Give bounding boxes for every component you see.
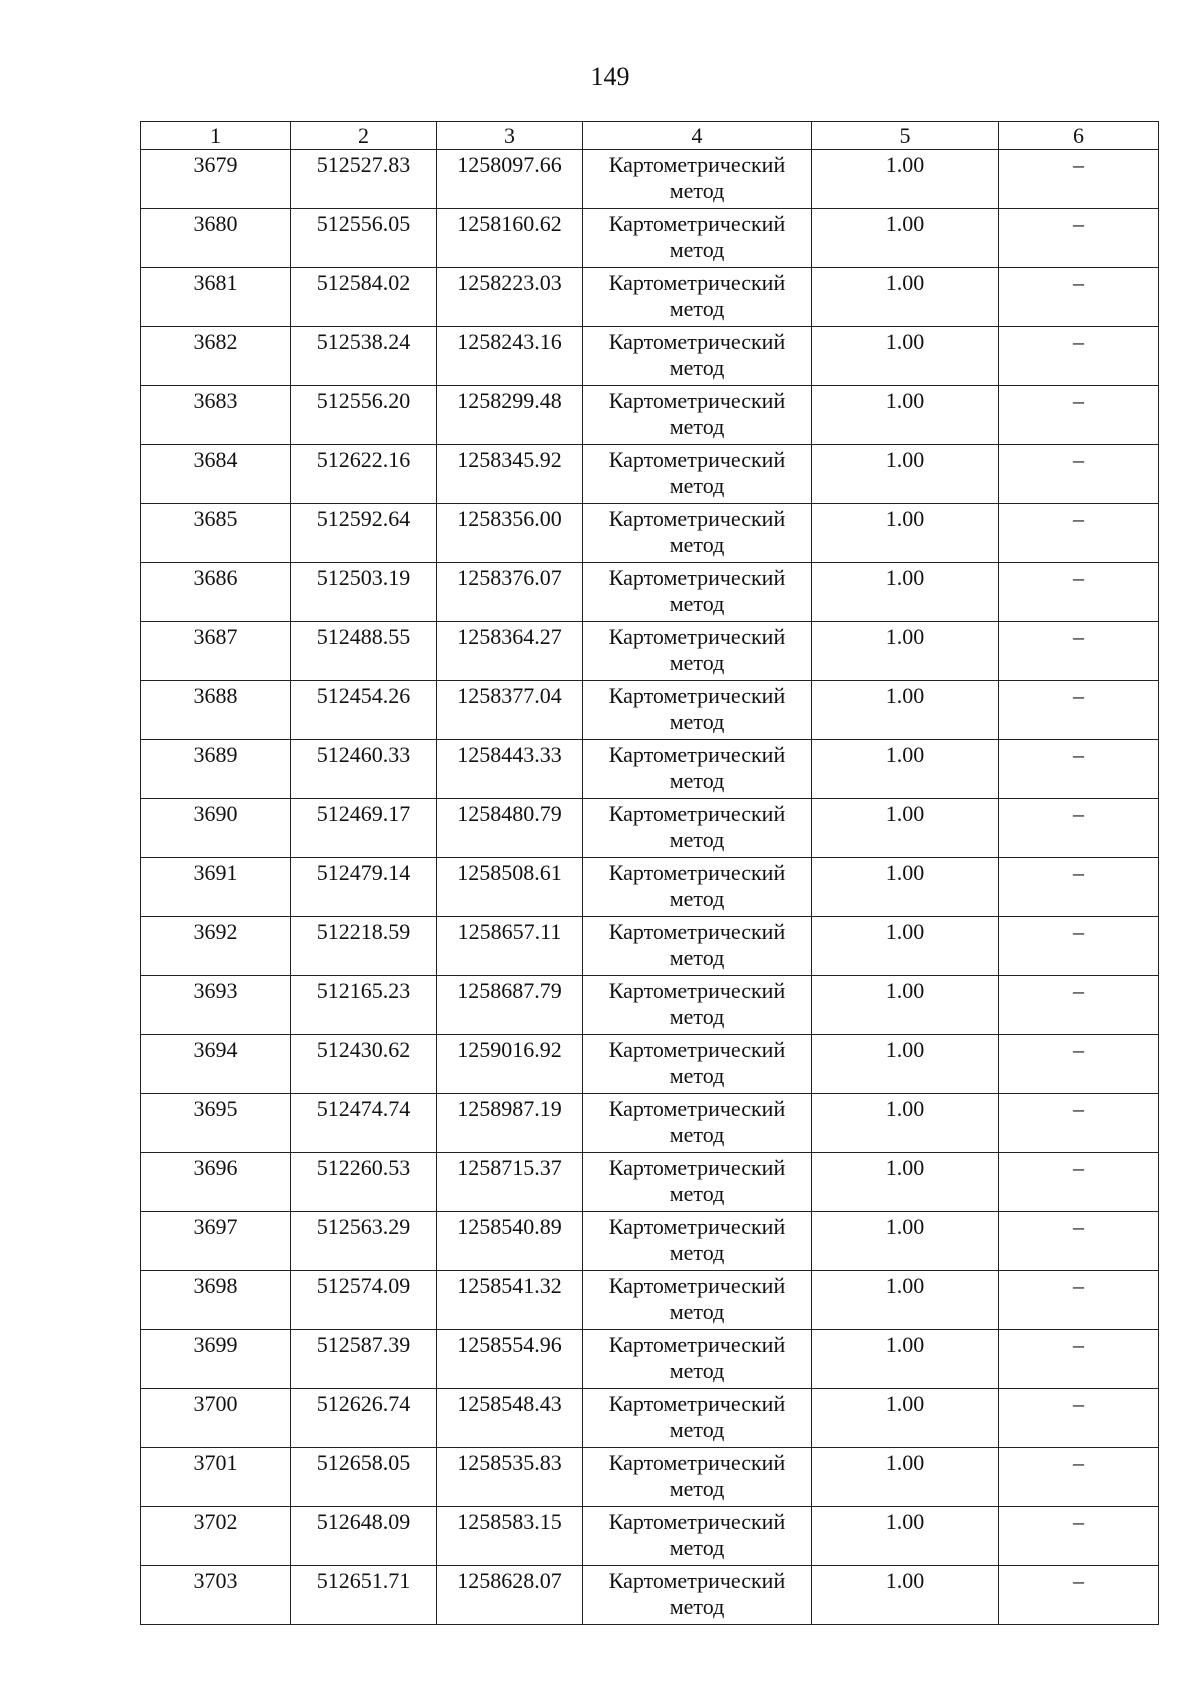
method-cell: Картометрический метод — [583, 1271, 812, 1330]
y-coordinate-cell: 1258657.11 — [437, 917, 583, 976]
precision-cell: 1.00 — [812, 1389, 999, 1448]
table-row — [141, 858, 1159, 917]
table-row — [141, 1448, 1159, 1507]
table-row — [141, 681, 1159, 740]
y-coordinate-cell: 1258377.04 — [437, 681, 583, 740]
precision-cell: 1.00 — [812, 1330, 999, 1389]
y-coordinate-cell: 1258715.37 — [437, 1153, 583, 1212]
table-row — [141, 622, 1159, 681]
header-row — [141, 122, 1159, 150]
y-coordinate-cell: 1258480.79 — [437, 799, 583, 858]
point-number-cell: 3687 — [141, 622, 291, 681]
table-row — [141, 209, 1159, 268]
x-coordinate-cell: 512469.17 — [291, 799, 437, 858]
y-coordinate-cell: 1258541.32 — [437, 1271, 583, 1330]
method-cell: Картометрический метод — [583, 858, 812, 917]
x-coordinate-cell: 512592.64 — [291, 504, 437, 563]
method-cell: Картометрический метод — [583, 268, 812, 327]
method-cell: Картометрический метод — [583, 799, 812, 858]
column-header-1: 1 — [141, 122, 291, 150]
x-coordinate-cell: 512648.09 — [291, 1507, 437, 1566]
precision-cell: 1.00 — [812, 740, 999, 799]
precision-cell: 1.00 — [812, 1035, 999, 1094]
x-coordinate-cell: 512430.62 — [291, 1035, 437, 1094]
y-coordinate-cell: 1258987.19 — [437, 1094, 583, 1153]
x-coordinate-cell: 512527.83 — [291, 150, 437, 209]
x-coordinate-cell: 512260.53 — [291, 1153, 437, 1212]
method-cell: Картометрический метод — [583, 209, 812, 268]
note-cell: – — [999, 504, 1159, 563]
table-row — [141, 740, 1159, 799]
point-number-cell: 3694 — [141, 1035, 291, 1094]
method-cell: Картометрический метод — [583, 327, 812, 386]
point-number-cell: 3698 — [141, 1271, 291, 1330]
method-cell: Картометрический метод — [583, 1566, 812, 1625]
method-cell: Картометрический метод — [583, 1389, 812, 1448]
table-row — [141, 1035, 1159, 1094]
precision-cell: 1.00 — [812, 976, 999, 1035]
y-coordinate-cell: 1258160.62 — [437, 209, 583, 268]
method-cell: Картометрический метод — [583, 681, 812, 740]
x-coordinate-cell: 512626.74 — [291, 1389, 437, 1448]
precision-cell: 1.00 — [812, 327, 999, 386]
table-row — [141, 976, 1159, 1035]
point-number-cell: 3695 — [141, 1094, 291, 1153]
point-number-cell: 3702 — [141, 1507, 291, 1566]
precision-cell: 1.00 — [812, 681, 999, 740]
y-coordinate-cell: 1258356.00 — [437, 504, 583, 563]
page-number: 149 — [590, 62, 630, 91]
point-number-cell: 3682 — [141, 327, 291, 386]
column-header-5: 5 — [812, 122, 999, 150]
table-row — [141, 1330, 1159, 1389]
method-cell: Картометрический метод — [583, 1094, 812, 1153]
x-coordinate-cell: 512503.19 — [291, 563, 437, 622]
table-row — [141, 268, 1159, 327]
y-coordinate-cell: 1258243.16 — [437, 327, 583, 386]
method-cell: Картометрический метод — [583, 1153, 812, 1212]
precision-cell: 1.00 — [812, 622, 999, 681]
point-number-cell: 3691 — [141, 858, 291, 917]
x-coordinate-cell: 512651.71 — [291, 1566, 437, 1625]
y-coordinate-cell: 1258345.92 — [437, 445, 583, 504]
note-cell: – — [999, 327, 1159, 386]
precision-cell: 1.00 — [812, 1566, 999, 1625]
point-number-cell: 3692 — [141, 917, 291, 976]
table-row — [141, 327, 1159, 386]
column-header-4: 4 — [583, 122, 812, 150]
x-coordinate-cell: 512556.05 — [291, 209, 437, 268]
note-cell: – — [999, 799, 1159, 858]
method-cell: Картометрический метод — [583, 622, 812, 681]
note-cell: – — [999, 1035, 1159, 1094]
note-cell: – — [999, 681, 1159, 740]
y-coordinate-cell: 1258535.83 — [437, 1448, 583, 1507]
method-cell: Картометрический метод — [583, 976, 812, 1035]
x-coordinate-cell: 512454.26 — [291, 681, 437, 740]
point-number-cell: 3703 — [141, 1566, 291, 1625]
column-header-6: 6 — [999, 122, 1159, 150]
method-cell: Картометрический метод — [583, 1507, 812, 1566]
precision-cell: 1.00 — [812, 504, 999, 563]
y-coordinate-cell: 1258443.33 — [437, 740, 583, 799]
y-coordinate-cell: 1258376.07 — [437, 563, 583, 622]
point-number-cell: 3686 — [141, 563, 291, 622]
method-cell: Картометрический метод — [583, 445, 812, 504]
x-coordinate-cell: 512165.23 — [291, 976, 437, 1035]
x-coordinate-cell: 512574.09 — [291, 1271, 437, 1330]
point-number-cell: 3681 — [141, 268, 291, 327]
table-row — [141, 504, 1159, 563]
x-coordinate-cell: 512488.55 — [291, 622, 437, 681]
table-row — [141, 1153, 1159, 1212]
y-coordinate-cell: 1259016.92 — [437, 1035, 583, 1094]
note-cell: – — [999, 209, 1159, 268]
x-coordinate-cell: 512658.05 — [291, 1448, 437, 1507]
method-cell: Картометрический метод — [583, 740, 812, 799]
table-row — [141, 1566, 1159, 1625]
method-cell: Картометрический метод — [583, 1035, 812, 1094]
x-coordinate-cell: 512556.20 — [291, 386, 437, 445]
point-number-cell: 3685 — [141, 504, 291, 563]
x-coordinate-cell: 512563.29 — [291, 1212, 437, 1271]
note-cell: – — [999, 1094, 1159, 1153]
note-cell: – — [999, 445, 1159, 504]
table-row — [141, 799, 1159, 858]
note-cell: – — [999, 622, 1159, 681]
method-cell: Картометрический метод — [583, 1212, 812, 1271]
x-coordinate-cell: 512479.14 — [291, 858, 437, 917]
y-coordinate-cell: 1258097.66 — [437, 150, 583, 209]
precision-cell: 1.00 — [812, 445, 999, 504]
point-number-cell: 3701 — [141, 1448, 291, 1507]
y-coordinate-cell: 1258628.07 — [437, 1566, 583, 1625]
point-number-cell: 3679 — [141, 150, 291, 209]
note-cell: – — [999, 1330, 1159, 1389]
x-coordinate-cell: 512587.39 — [291, 1330, 437, 1389]
precision-cell: 1.00 — [812, 1153, 999, 1212]
table-row — [141, 1507, 1159, 1566]
precision-cell: 1.00 — [812, 268, 999, 327]
precision-cell: 1.00 — [812, 1448, 999, 1507]
method-cell: Картометрический метод — [583, 1448, 812, 1507]
point-number-cell: 3700 — [141, 1389, 291, 1448]
y-coordinate-cell: 1258687.79 — [437, 976, 583, 1035]
note-cell: – — [999, 386, 1159, 445]
table-row — [141, 1094, 1159, 1153]
x-coordinate-cell: 512474.74 — [291, 1094, 437, 1153]
point-number-cell: 3696 — [141, 1153, 291, 1212]
precision-cell: 1.00 — [812, 799, 999, 858]
method-cell: Картометрический метод — [583, 563, 812, 622]
note-cell: – — [999, 740, 1159, 799]
y-coordinate-cell: 1258299.48 — [437, 386, 583, 445]
method-cell: Картометрический метод — [583, 386, 812, 445]
y-coordinate-cell: 1258223.03 — [437, 268, 583, 327]
note-cell: – — [999, 917, 1159, 976]
x-coordinate-cell: 512584.02 — [291, 268, 437, 327]
note-cell: – — [999, 150, 1159, 209]
table-row — [141, 917, 1159, 976]
note-cell: – — [999, 858, 1159, 917]
x-coordinate-cell: 512460.33 — [291, 740, 437, 799]
precision-cell: 1.00 — [812, 1507, 999, 1566]
note-cell: – — [999, 976, 1159, 1035]
x-coordinate-cell: 512622.16 — [291, 445, 437, 504]
precision-cell: 1.00 — [812, 1271, 999, 1330]
table-header — [141, 122, 1159, 150]
method-cell: Картометрический метод — [583, 1330, 812, 1389]
method-cell: Картометрический метод — [583, 504, 812, 563]
point-number-cell: 3680 — [141, 209, 291, 268]
table-row — [141, 1212, 1159, 1271]
table-row — [141, 386, 1159, 445]
table-row — [141, 150, 1159, 209]
y-coordinate-cell: 1258508.61 — [437, 858, 583, 917]
precision-cell: 1.00 — [812, 917, 999, 976]
note-cell: – — [999, 268, 1159, 327]
note-cell: – — [999, 1448, 1159, 1507]
y-coordinate-cell: 1258548.43 — [437, 1389, 583, 1448]
point-number-cell: 3688 — [141, 681, 291, 740]
y-coordinate-cell: 1258583.15 — [437, 1507, 583, 1566]
point-number-cell: 3699 — [141, 1330, 291, 1389]
point-number-cell: 3693 — [141, 976, 291, 1035]
table-row — [141, 445, 1159, 504]
method-cell: Картометрический метод — [583, 150, 812, 209]
point-number-cell: 3697 — [141, 1212, 291, 1271]
point-number-cell: 3684 — [141, 445, 291, 504]
precision-cell: 1.00 — [812, 1094, 999, 1153]
point-number-cell: 3683 — [141, 386, 291, 445]
precision-cell: 1.00 — [812, 150, 999, 209]
point-number-cell: 3689 — [141, 740, 291, 799]
method-cell: Картометрический метод — [583, 917, 812, 976]
note-cell: – — [999, 1153, 1159, 1212]
note-cell: – — [999, 563, 1159, 622]
y-coordinate-cell: 1258364.27 — [437, 622, 583, 681]
note-cell: – — [999, 1389, 1159, 1448]
table-row — [141, 1271, 1159, 1330]
note-cell: – — [999, 1271, 1159, 1330]
table-row — [141, 1389, 1159, 1448]
coordinates-table — [140, 121, 1159, 1625]
note-cell: – — [999, 1507, 1159, 1566]
precision-cell: 1.00 — [812, 386, 999, 445]
x-coordinate-cell: 512538.24 — [291, 327, 437, 386]
table-row — [141, 563, 1159, 622]
precision-cell: 1.00 — [812, 858, 999, 917]
precision-cell: 1.00 — [812, 1212, 999, 1271]
precision-cell: 1.00 — [812, 209, 999, 268]
y-coordinate-cell: 1258540.89 — [437, 1212, 583, 1271]
note-cell: – — [999, 1212, 1159, 1271]
note-cell: – — [999, 1566, 1159, 1625]
point-number-cell: 3690 — [141, 799, 291, 858]
column-header-3: 3 — [437, 122, 583, 150]
x-coordinate-cell: 512218.59 — [291, 917, 437, 976]
y-coordinate-cell: 1258554.96 — [437, 1330, 583, 1389]
precision-cell: 1.00 — [812, 563, 999, 622]
table-body — [141, 150, 1159, 1625]
column-header-2: 2 — [291, 122, 437, 150]
